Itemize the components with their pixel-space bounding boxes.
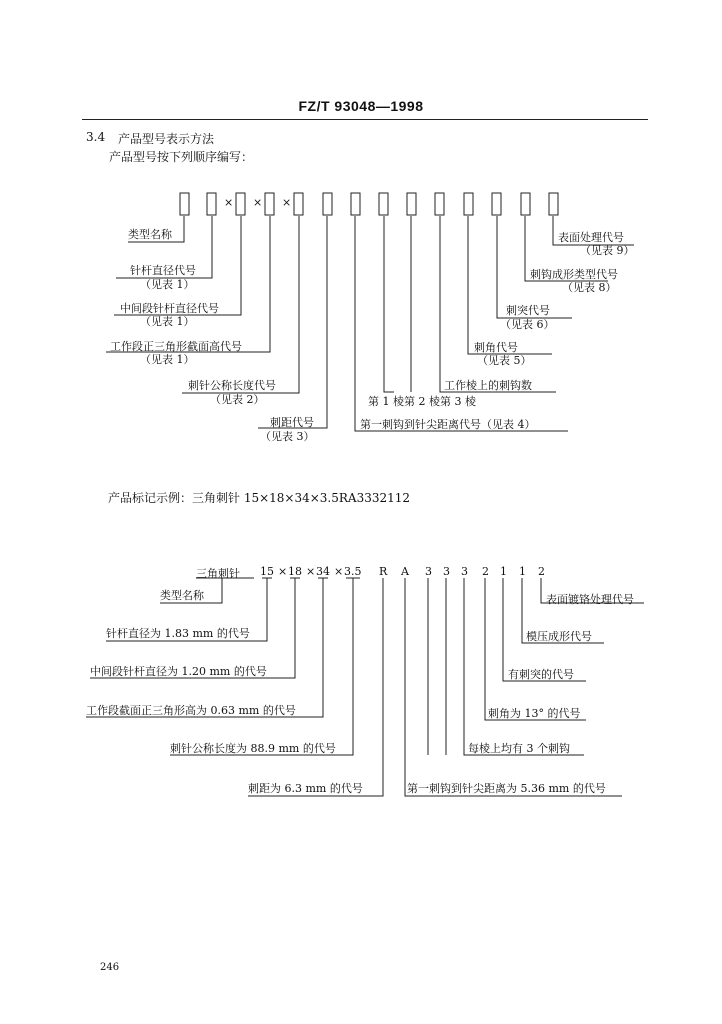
example-code-34: 34 bbox=[316, 565, 330, 578]
scheme-label-barbs-per-edge: 工作棱上的刺钩数 bbox=[444, 379, 532, 392]
scheme-ref-surface: （见表 9） bbox=[580, 244, 635, 257]
example-code-name: 三角刺针 bbox=[196, 567, 240, 580]
scheme-label-working-height: 工作段正三角形截面高代号 bbox=[110, 340, 242, 353]
scheme-label-barb-forming: 刺钩成形类型代号 bbox=[530, 268, 618, 281]
scheme-times-3: × bbox=[282, 196, 292, 209]
example-code-x1: × bbox=[278, 565, 288, 578]
example-label-barb-kick: 有刺突的代号 bbox=[508, 668, 574, 681]
example-code-d6: 1 bbox=[519, 565, 526, 578]
section-number: 3.4 bbox=[86, 130, 106, 144]
example-code-r: R bbox=[379, 565, 388, 578]
scheme-times-1: × bbox=[224, 196, 234, 209]
scheme-ref-shank-dia: （见表 1） bbox=[140, 278, 195, 291]
example-label-shank-dia: 针杆直径为 1.83 mm 的代号 bbox=[106, 627, 250, 640]
scheme-label-barb-pitch: 刺距代号 bbox=[270, 416, 314, 429]
scheme-ref-barb-pitch: （见表 3） bbox=[260, 430, 315, 443]
scheme-ref-barb-kick: （见表 6） bbox=[500, 318, 555, 331]
example-label-barb-pitch: 刺距为 6.3 mm 的代号 bbox=[248, 782, 363, 795]
example-label-forming: 模压成形代号 bbox=[526, 630, 592, 643]
scheme-ref-barb-forming: （见表 8） bbox=[562, 281, 617, 294]
example-label-working-height: 工作段截面正三角形高为 0.63 mm 的代号 bbox=[86, 704, 296, 717]
scheme-ref-barb-angle: （见表 5） bbox=[477, 354, 532, 367]
scheme-ref-mid-dia: （见表 1） bbox=[140, 315, 195, 328]
scheme-label-nominal-length: 刺针公称长度代号 bbox=[188, 379, 276, 392]
example-code-d7: 2 bbox=[538, 565, 545, 578]
scheme-label-mid-dia: 中间段针杆直径代号 bbox=[120, 302, 219, 315]
example-label-barb-angle: 刺角为 13° 的代号 bbox=[488, 707, 581, 720]
example-code-35: 3.5 bbox=[344, 565, 362, 578]
scheme-boxes bbox=[180, 193, 558, 215]
example-label-nominal-length: 刺针公称长度为 88.9 mm 的代号 bbox=[170, 742, 336, 755]
scheme-label-type-name: 类型名称 bbox=[128, 228, 172, 241]
example-code-x2: × bbox=[306, 565, 316, 578]
scheme-times-2: × bbox=[253, 196, 263, 209]
example-code-x3: × bbox=[334, 565, 344, 578]
scheme-ref-nominal-length: （见表 2） bbox=[210, 393, 265, 406]
example-label-first-barb: 第一刺钩到针尖距离为 5.36 mm 的代号 bbox=[407, 782, 606, 795]
scheme-label-first-barb: 第一刺钩到针尖距离代号（见表 4） bbox=[360, 418, 536, 431]
example-label-surface: 表面镀铬处理代号 bbox=[546, 593, 634, 606]
scheme-label-surface: 表面处理代号 bbox=[558, 231, 624, 244]
example-label-mid-dia: 中间段针杆直径为 1.20 mm 的代号 bbox=[90, 665, 267, 678]
scheme-label-shank-dia: 针杆直径代号 bbox=[130, 264, 196, 277]
example-code-d1: 3 bbox=[425, 565, 432, 578]
example-code-d2: 3 bbox=[443, 565, 450, 578]
scheme-label-edges: 第 1 棱第 2 棱第 3 棱 bbox=[368, 395, 476, 408]
example-caption: 产品标记示例：三角刺针 15×18×34×3.5RA3332112 bbox=[108, 491, 411, 505]
example-code-15: 15 bbox=[260, 565, 274, 578]
standard-header: FZ/T 93048—1998 bbox=[298, 98, 424, 114]
scheme-label-barb-angle: 刺角代号 bbox=[474, 341, 518, 354]
scheme-label-barb-kick: 刺突代号 bbox=[506, 304, 550, 317]
example-code-18: 18 bbox=[288, 565, 302, 578]
section-title: 产品型号表示方法 bbox=[118, 132, 215, 146]
example-label-type-name: 类型名称 bbox=[160, 589, 204, 602]
section-intro: 产品型号按下列顺序编写： bbox=[109, 150, 254, 164]
page-number: 246 bbox=[100, 962, 120, 973]
example-code-d3: 3 bbox=[461, 565, 468, 578]
example-code-d5: 1 bbox=[500, 565, 507, 578]
scheme-ref-working-height: （见表 1） bbox=[140, 353, 195, 366]
example-label-barbs-per-edge: 每棱上均有 3 个刺钩 bbox=[468, 742, 570, 755]
example-code-a: A bbox=[401, 565, 409, 578]
example-code-d4: 2 bbox=[482, 565, 489, 578]
